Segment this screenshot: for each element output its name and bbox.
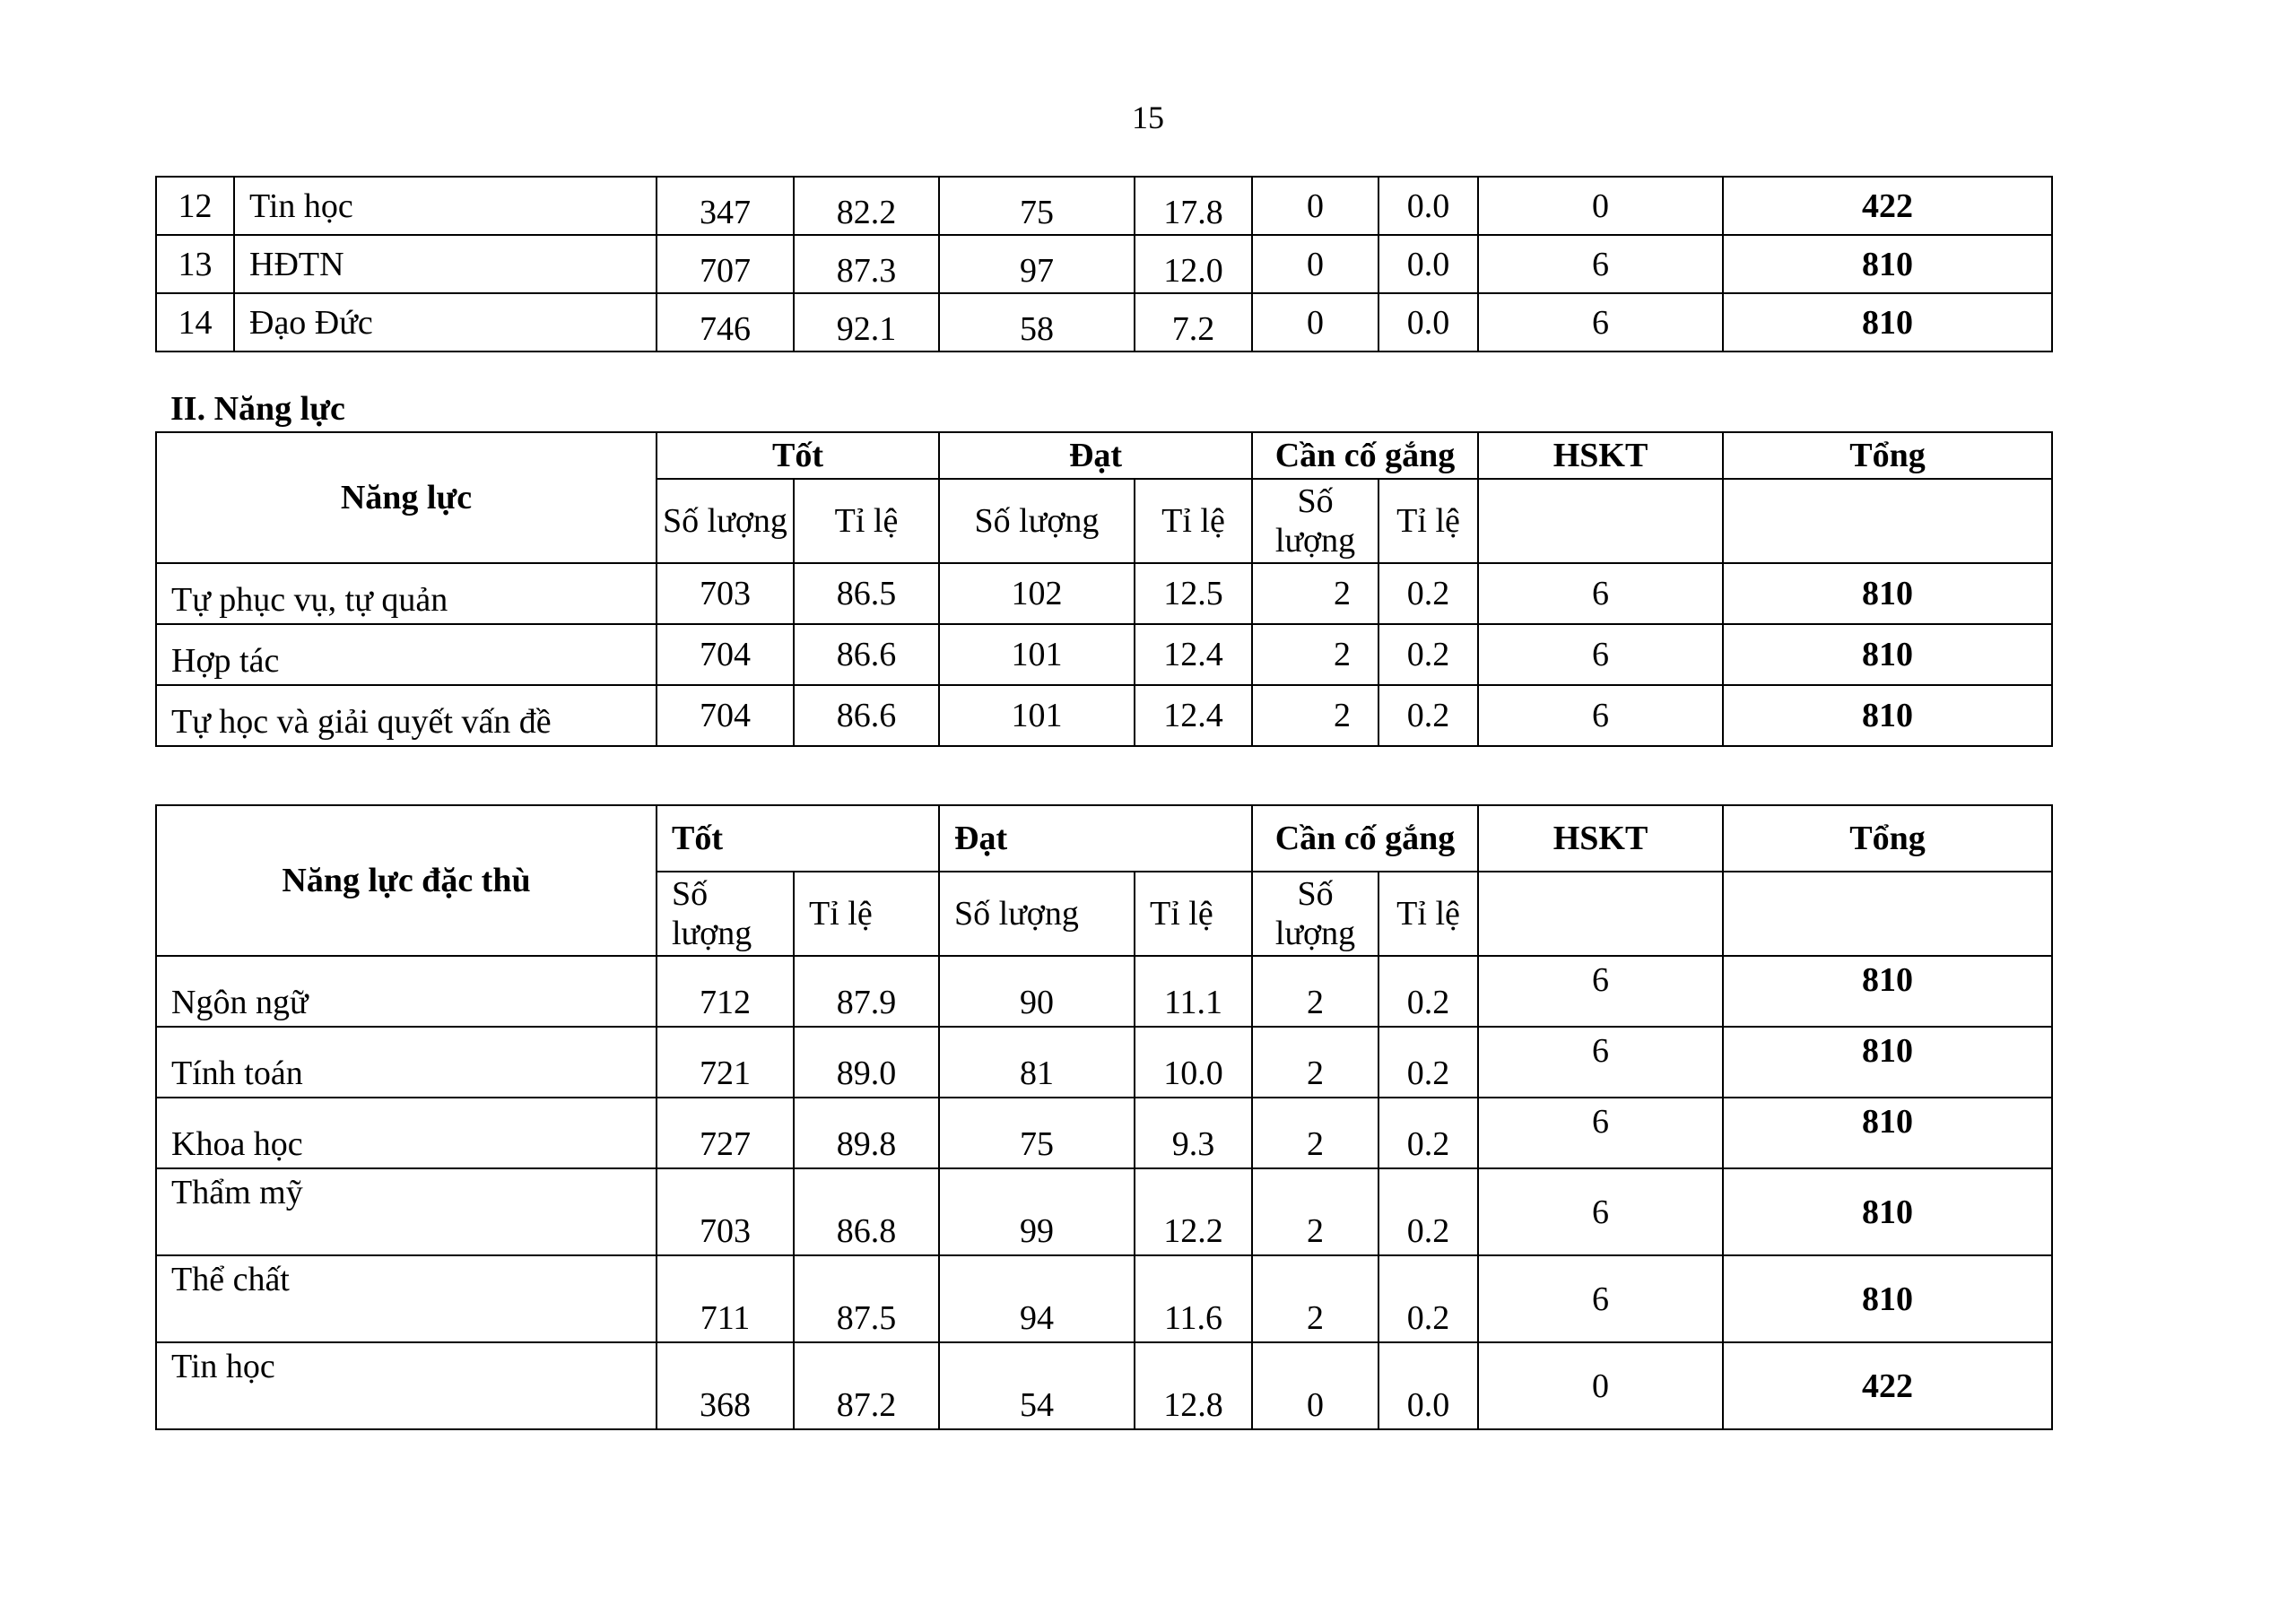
header-nang-luc: Năng lực xyxy=(156,432,657,563)
tot-count: 703 xyxy=(657,1168,794,1255)
tot-count: 368 xyxy=(657,1342,794,1429)
competency-name: Tin học xyxy=(156,1342,657,1429)
total-count: 810 xyxy=(1723,1098,2052,1168)
total-count: 810 xyxy=(1723,1255,2052,1342)
tot-count: 711 xyxy=(657,1255,794,1342)
ccg-rate: 0.0 xyxy=(1378,235,1478,293)
dat-count: 58 xyxy=(939,293,1135,352)
table-row xyxy=(156,685,2052,746)
ccg-rate: 0.2 xyxy=(1378,956,1478,1027)
total-count: 810 xyxy=(1723,1027,2052,1098)
ccg-count: 2 xyxy=(1252,956,1378,1027)
tot-rate: 86.6 xyxy=(794,624,939,685)
dat-count: 101 xyxy=(939,685,1135,746)
competency-name: Tự phục vụ, tự quản xyxy=(156,563,657,624)
ccg-rate: 0.2 xyxy=(1378,1098,1478,1168)
subject-results-table xyxy=(155,176,2053,352)
table-row xyxy=(156,293,2052,352)
tot-count: 707 xyxy=(657,235,794,293)
header-dat: Đạt xyxy=(939,805,1252,872)
ccg-count: 2 xyxy=(1252,624,1378,685)
tot-count: 721 xyxy=(657,1027,794,1098)
hskt-count: 6 xyxy=(1478,1027,1723,1098)
table-row xyxy=(156,956,2052,1027)
table-row xyxy=(156,624,2052,685)
dat-count: 54 xyxy=(939,1342,1135,1429)
subject-name: HĐTN xyxy=(234,235,657,293)
table-row xyxy=(156,235,2052,293)
tot-count: 712 xyxy=(657,956,794,1027)
header-so-luong: Số lượng xyxy=(1252,872,1378,956)
ccg-rate: 0.2 xyxy=(1378,563,1478,624)
table-row xyxy=(156,1342,2052,1429)
subject-name: Đạo Đức xyxy=(234,293,657,352)
header-ti-le: Tỉ lệ xyxy=(1378,872,1478,956)
dat-count: 97 xyxy=(939,235,1135,293)
dat-rate: 11.6 xyxy=(1135,1255,1252,1342)
tot-rate: 89.8 xyxy=(794,1098,939,1168)
empty-cell xyxy=(1723,479,2052,563)
table-row xyxy=(156,1168,2052,1255)
total-count: 810 xyxy=(1723,235,2052,293)
tot-rate: 87.3 xyxy=(794,235,939,293)
dat-count: 75 xyxy=(939,1098,1135,1168)
row-number: 14 xyxy=(156,293,234,352)
ccg-rate: 0.2 xyxy=(1378,685,1478,746)
dat-rate: 17.8 xyxy=(1135,177,1252,235)
header-hskt: HSKT xyxy=(1478,805,1723,872)
empty-cell xyxy=(1478,872,1723,956)
header-row xyxy=(156,805,2052,872)
hskt-count: 6 xyxy=(1478,1098,1723,1168)
competency-name: Thẩm mỹ xyxy=(156,1168,657,1255)
row-number: 13 xyxy=(156,235,234,293)
tot-rate: 89.0 xyxy=(794,1027,939,1098)
hskt-count: 6 xyxy=(1478,685,1723,746)
table-row xyxy=(156,563,2052,624)
ccg-rate: 0.0 xyxy=(1378,1342,1478,1429)
header-ti-le: Tỉ lệ xyxy=(1378,479,1478,563)
ccg-rate: 0.2 xyxy=(1378,1255,1478,1342)
header-ti-le: Tỉ lệ xyxy=(794,479,939,563)
header-so-luong: Số lượng xyxy=(657,479,794,563)
ccg-rate: 0.0 xyxy=(1378,177,1478,235)
dat-count: 102 xyxy=(939,563,1135,624)
ccg-rate: 0.2 xyxy=(1378,624,1478,685)
ccg-count: 2 xyxy=(1252,1168,1378,1255)
ccg-count: 2 xyxy=(1252,1255,1378,1342)
hskt-count: 6 xyxy=(1478,624,1723,685)
tot-rate: 86.8 xyxy=(794,1168,939,1255)
table-row xyxy=(156,177,2052,235)
hskt-count: 0 xyxy=(1478,177,1723,235)
total-count: 422 xyxy=(1723,177,2052,235)
dat-rate: 7.2 xyxy=(1135,293,1252,352)
total-count: 810 xyxy=(1723,293,2052,352)
ccg-count: 2 xyxy=(1252,1027,1378,1098)
competency-name: Khoa học xyxy=(156,1098,657,1168)
header-ti-le: Tỉ lệ xyxy=(1135,872,1252,956)
table-row xyxy=(156,1027,2052,1098)
dat-rate: 10.0 xyxy=(1135,1027,1252,1098)
tot-rate: 92.1 xyxy=(794,293,939,352)
hskt-count: 6 xyxy=(1478,563,1723,624)
general-competencies-table xyxy=(155,431,2053,747)
empty-cell xyxy=(1723,872,2052,956)
hskt-count: 6 xyxy=(1478,1168,1723,1255)
total-count: 810 xyxy=(1723,624,2052,685)
header-row xyxy=(156,432,2052,479)
tot-count: 704 xyxy=(657,685,794,746)
header-tot: Tốt xyxy=(657,805,939,872)
table-row xyxy=(156,1255,2052,1342)
specific-competencies-table xyxy=(155,804,2053,1430)
header-dat: Đạt xyxy=(939,432,1252,479)
header-tong: Tổng xyxy=(1723,432,2052,479)
dat-count: 75 xyxy=(939,177,1135,235)
tot-rate: 87.9 xyxy=(794,956,939,1027)
total-count: 810 xyxy=(1723,956,2052,1027)
total-count: 422 xyxy=(1723,1342,2052,1429)
dat-rate: 12.4 xyxy=(1135,624,1252,685)
header-ti-le: Tỉ lệ xyxy=(1135,479,1252,563)
competency-name: Thể chất xyxy=(156,1255,657,1342)
ccg-count: 2 xyxy=(1252,685,1378,746)
header-nang-luc-dac-thu: Năng lực đặc thù xyxy=(156,805,657,956)
ccg-count: 2 xyxy=(1252,1098,1378,1168)
row-number: 12 xyxy=(156,177,234,235)
total-count: 810 xyxy=(1723,563,2052,624)
ccg-rate: 0.2 xyxy=(1378,1027,1478,1098)
ccg-count: 0 xyxy=(1252,1342,1378,1429)
header-hskt: HSKT xyxy=(1478,432,1723,479)
subject-name: Tin học xyxy=(234,177,657,235)
header-so-luong: Số lượng xyxy=(1252,479,1378,563)
dat-rate: 12.5 xyxy=(1135,563,1252,624)
competency-name: Hợp tác xyxy=(156,624,657,685)
ccg-rate: 0.0 xyxy=(1378,293,1478,352)
hskt-count: 6 xyxy=(1478,235,1723,293)
table-row xyxy=(156,1098,2052,1168)
header-can-co-gang: Cần cố gắng xyxy=(1252,805,1478,872)
ccg-count: 0 xyxy=(1252,293,1378,352)
ccg-count: 0 xyxy=(1252,235,1378,293)
tot-count: 704 xyxy=(657,624,794,685)
tot-count: 703 xyxy=(657,563,794,624)
dat-count: 94 xyxy=(939,1255,1135,1342)
header-so-luong: Số lượng xyxy=(939,872,1135,956)
header-tot: Tốt xyxy=(657,432,939,479)
total-count: 810 xyxy=(1723,685,2052,746)
hskt-count: 6 xyxy=(1478,293,1723,352)
ccg-rate: 0.2 xyxy=(1378,1168,1478,1255)
tot-rate: 86.5 xyxy=(794,563,939,624)
tot-rate: 87.2 xyxy=(794,1342,939,1429)
competency-name: Tính toán xyxy=(156,1027,657,1098)
dat-count: 101 xyxy=(939,624,1135,685)
hskt-count: 0 xyxy=(1478,1342,1723,1429)
header-tong: Tổng xyxy=(1723,805,2052,872)
page-number: 15 xyxy=(1132,100,1164,135)
dat-rate: 12.2 xyxy=(1135,1168,1252,1255)
competency-name: Ngôn ngữ xyxy=(156,956,657,1027)
header-so-luong: Số lượng xyxy=(657,872,794,956)
tot-rate: 87.5 xyxy=(794,1255,939,1342)
ccg-count: 2 xyxy=(1252,563,1378,624)
dat-rate: 12.0 xyxy=(1135,235,1252,293)
total-count: 810 xyxy=(1723,1168,2052,1255)
tot-count: 727 xyxy=(657,1098,794,1168)
tot-rate: 86.6 xyxy=(794,685,939,746)
dat-rate: 12.8 xyxy=(1135,1342,1252,1429)
dat-count: 90 xyxy=(939,956,1135,1027)
dat-count: 99 xyxy=(939,1168,1135,1255)
header-can-co-gang: Cần cố gắng xyxy=(1252,432,1478,479)
hskt-count: 6 xyxy=(1478,956,1723,1027)
section-title: II. Năng lực xyxy=(170,390,345,428)
hskt-count: 6 xyxy=(1478,1255,1723,1342)
tot-rate: 82.2 xyxy=(794,177,939,235)
header-so-luong: Số lượng xyxy=(939,479,1135,563)
header-ti-le: Tỉ lệ xyxy=(794,872,939,956)
empty-cell xyxy=(1478,479,1723,563)
dat-rate: 12.4 xyxy=(1135,685,1252,746)
dat-count: 81 xyxy=(939,1027,1135,1098)
dat-rate: 11.1 xyxy=(1135,956,1252,1027)
dat-rate: 9.3 xyxy=(1135,1098,1252,1168)
competency-name: Tự học và giải quyết vấn đề xyxy=(156,685,657,746)
ccg-count: 0 xyxy=(1252,177,1378,235)
tot-count: 347 xyxy=(657,177,794,235)
tot-count: 746 xyxy=(657,293,794,352)
